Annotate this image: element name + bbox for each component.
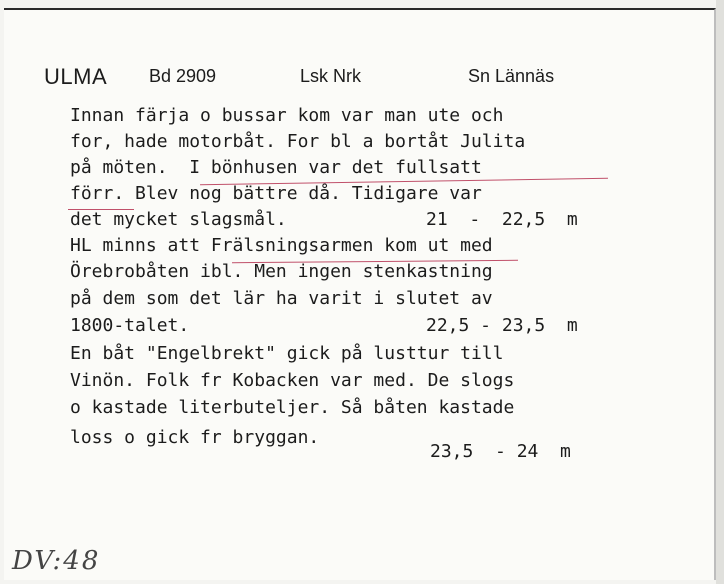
depth-range: 23,5 - 24 m — [430, 441, 571, 462]
text-line: Örebrobåten ibl. Men ingen stenkastning — [70, 261, 493, 282]
card-code: Bd 2909 — [149, 66, 217, 86]
card-landscape: Lsk Nrk — [300, 66, 362, 86]
text-line: o kastade literbuteljer. Så båten kastade — [70, 397, 515, 418]
text-line: 1800-talet. — [70, 315, 190, 336]
text-line: Innan färja o bussar kom var man ute och — [70, 105, 504, 126]
text-line: loss o gick fr bryggan. — [70, 427, 320, 448]
text-line: på dem som det lär ha varit i slutet av — [70, 288, 493, 309]
text-line: Vinön. Folk fr Kobacken var med. De slogs — [70, 370, 515, 391]
handwritten-note: DV:48 — [12, 546, 101, 576]
card-parish: Sn Lännäs — [468, 66, 555, 86]
text-line: på möten. I bönhusen var det fullsatt — [70, 157, 482, 178]
card-edge-shadow — [716, 0, 724, 584]
card-title: ULMA — [44, 64, 108, 89]
text-line: det mycket slagsmål. — [70, 209, 287, 230]
depth-range: 22,5 - 23,5 m — [426, 315, 578, 336]
text-line: förr. Blev nog bättre då. Tidigare var — [70, 183, 482, 204]
text-line: En båt "Engelbrekt" gick på lusttur till — [70, 343, 504, 364]
text-line: for, hade motorbåt. For bl a bortåt Julita — [70, 131, 526, 152]
text-line: HL minns att Frälsningsarmen kom ut med — [70, 235, 493, 256]
depth-range: 21 - 22,5 m — [426, 209, 578, 230]
red-underline — [68, 209, 134, 210]
